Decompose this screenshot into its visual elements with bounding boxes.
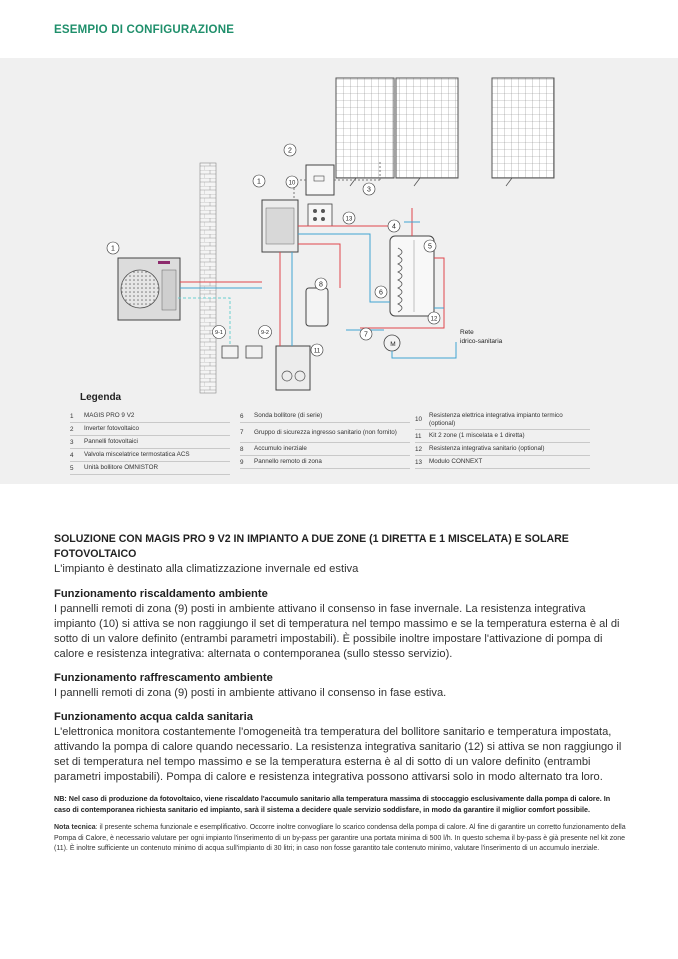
callout-9-1: 9-1 [215, 330, 223, 336]
legend-row: 8 Accumulo inerziale [240, 443, 410, 456]
callout-10: 10 [288, 180, 296, 187]
legend-column-3 [415, 410, 590, 469]
cooling-text: I pannelli remoti di zona (9) posti in ambiente attivano il consenso in fase estiva. [54, 687, 447, 699]
heating-heading: Funzionamento riscaldamento ambiente [54, 588, 268, 600]
callout-7: 7 [364, 331, 368, 339]
legend-row: 2 Inverter fotovoltaico [70, 423, 230, 436]
dhw-text: L'elettronica monitora costantemente l'omogeneità tra temperatura del bollitore sanitario e temperatura impostata, attivando la pompa di calore quando necessario. La resistenza integrativa sanitario (12) si attiva se non raggiungo il set di temperatura nel tempo massimo e se la temperatura esterna è al di sotto di un valore definito (entrambi parametri impostabili). Pompa di calore e resistenza integrativa possono attivarsi solo in modo alternato tra loro. [54, 726, 622, 783]
legend-row: 12 Resistenza integrativa sanitario (optional) [415, 443, 590, 456]
callout-4: 4 [392, 223, 396, 231]
remote-panel-1 [222, 346, 238, 358]
indoor-unit [262, 200, 298, 252]
callout-5: 5 [428, 243, 432, 251]
connext-module [308, 204, 332, 226]
legend-row: 10 Resistenza elettrica integrativa impianto termico (optional) [415, 410, 590, 430]
cooling-heading: Funzionamento raffrescamento ambiente [54, 672, 273, 684]
zone-kit [276, 346, 310, 390]
callout-9-2: 9-2 [261, 330, 269, 336]
description-content [54, 532, 626, 855]
legend-row: 1 MAGIS PRO 9 V2 [70, 410, 230, 423]
motor-label: M [390, 341, 396, 348]
solution-title: SOLUZIONE CON MAGIS PRO 9 V2 IN IMPIANTO A DUE ZONE (1 DIRETTA E 1 MISCELATA) E SOLARE FOTOVOLTAICO [54, 533, 569, 560]
legend-row: 6 Sonda bollitore (di serie) [240, 410, 410, 423]
callout-3: 3 [367, 186, 371, 194]
callout-8: 8 [319, 281, 323, 289]
technical-note-text: : il presente schema funzionale e esemplificativo. Occorre inoltre convogliare lo scarico condensa della pompa di calore. Al fine di garantire un corretto funzionamento della Pompa di Calore, è necessario valutare per ogni impianto l'inserimento di un by-pass per garantire una portata minima di 500 l/h. In questo schema il by-pass è già presente nel kit zone (11). È inoltre sufficiente un contenuto minimo di acqua sull'impianto di 30 litri; in caso non fosse garantito tale contenuto minimo, valutare l'inserimento di un accumulo inerziale. [54, 824, 626, 852]
technical-note-label: Nota tecnica [54, 824, 96, 831]
legend-column-2 [240, 410, 410, 469]
rete-label: Rete [460, 329, 474, 336]
solution-subtitle: L'impianto è destinato alla climatizzazione invernale ed estiva [54, 563, 359, 575]
idrico-label: idrico-sanitaria [460, 338, 503, 345]
legend-row: 5 Unità bollitore OMNISTOR [70, 462, 230, 475]
legend-row: 3 Pannelli fotovoltaici [70, 436, 230, 449]
system-diagram [0, 58, 678, 446]
page-header: ESEMPIO DI CONFIGURAZIONE [54, 24, 235, 36]
remote-panel-2 [246, 346, 262, 358]
inverter [306, 165, 334, 195]
callout-11: 11 [313, 348, 321, 355]
callout-2: 2 [288, 147, 292, 155]
legend-row: 4 Valvola miscelatrice termostatica ACS [70, 449, 230, 462]
technical-note [54, 823, 626, 855]
legend-title: Legenda [80, 392, 122, 403]
buffer-tank [306, 288, 328, 326]
pv-panels [336, 78, 554, 186]
outdoor-unit [118, 258, 180, 320]
nb-note: NB: Nel caso di produzione da fotovoltaico, viene riscaldato l'accumulo sanitario alla temperatura massima di stoccaggio esclusivamente dalla pompa di calore. In caso di contemporanea richiesta sanitario ed impianto, sarà il sistema a decidere quale servizio soddisfare, in modo da garantire il miglior comfort possibile. [54, 794, 611, 814]
legend-row: 13 Modulo CONNEXT [415, 456, 590, 469]
callout-1b: 1 [257, 178, 261, 186]
wall [200, 163, 216, 393]
legend-column-1 [70, 410, 230, 475]
heating-text: I pannelli remoti di zona (9) posti in ambiente attivano il consenso in fase invernale. La resistenza integrativa impianto (10) si attiva se non raggiungo il set di temperatura nel tempo massimo e se la temperatura esterna è al di sotto di un valore definito (entrambi parametri impostabili). È possibile inoltre impostare l'attivazione di pompa di calore e resistenza integrativa: alternata o contemporanea (sullo stesso servizio). [54, 603, 620, 660]
configuration-panel [0, 58, 678, 484]
legend-row: 11 Kit 2 zone (1 miscelata e 1 diretta) [415, 430, 590, 443]
callout-6: 6 [379, 289, 383, 297]
callout-1a: 1 [111, 245, 115, 253]
legend-row: 9 Pannello remoto di zona [240, 456, 410, 469]
callout-13: 13 [345, 216, 353, 223]
legend-row: 7 Gruppo di sicurezza ingresso sanitario (non fornito) [240, 423, 410, 443]
callout-12: 12 [430, 316, 438, 323]
dhw-heading: Funzionamento acqua calda sanitaria [54, 711, 253, 723]
